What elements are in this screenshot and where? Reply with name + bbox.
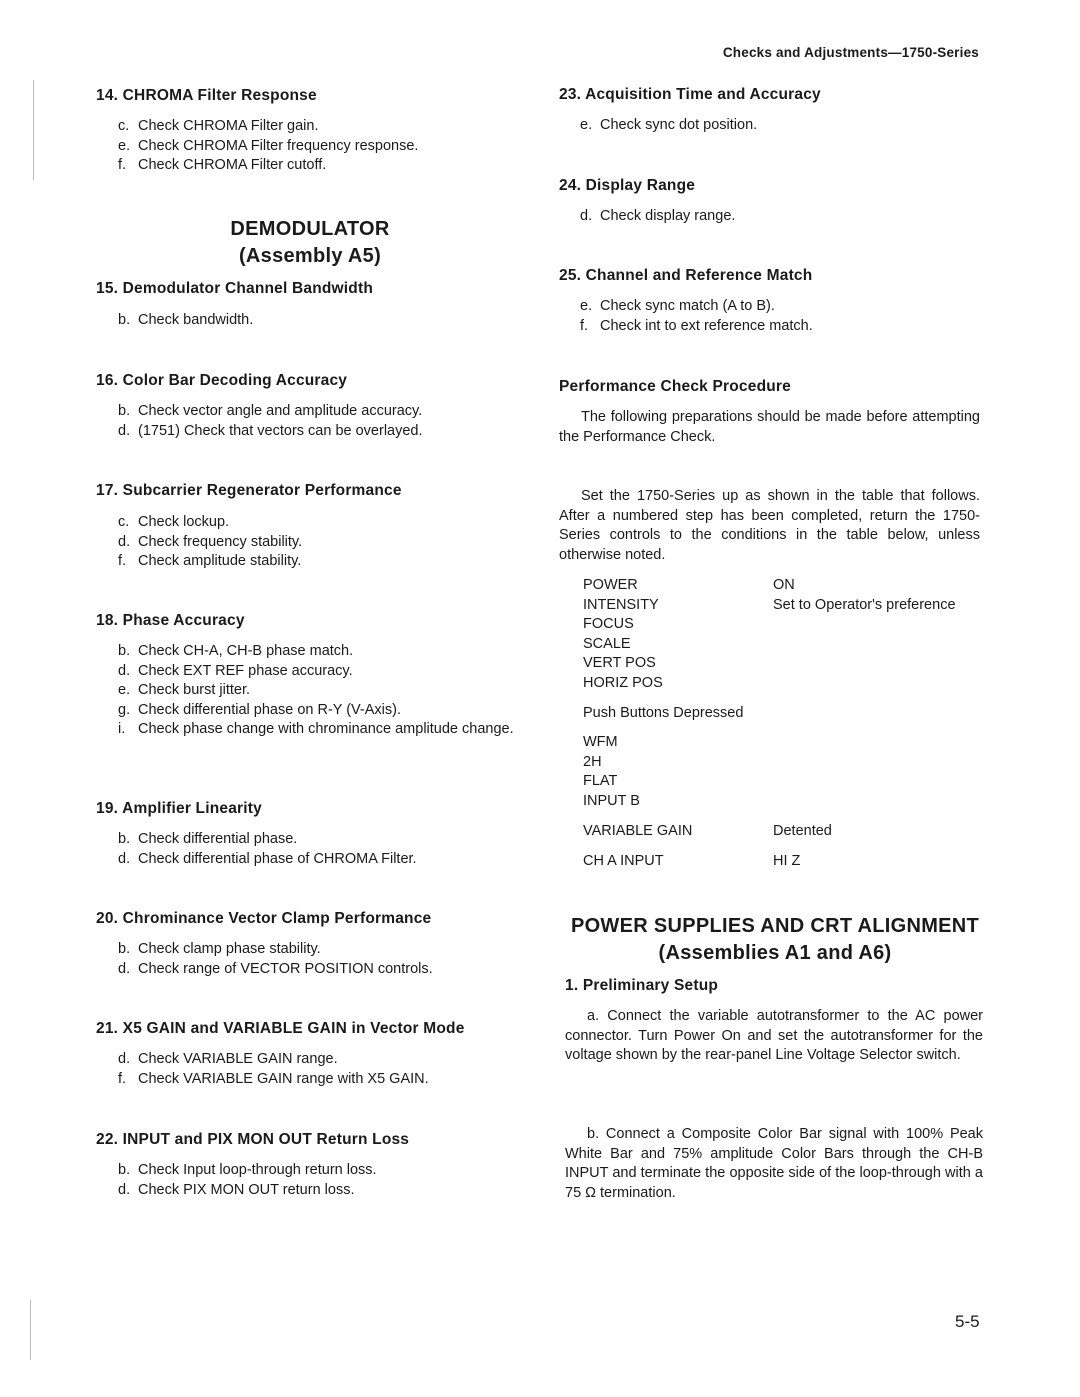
list-item: d. Check VARIABLE GAIN range.	[118, 1051, 338, 1067]
list-item: b. Check Input loop-through return loss.	[118, 1162, 377, 1178]
push-buttons-label: Push Buttons Depressed	[583, 705, 744, 721]
list-item: e. Check sync match (A to B).	[580, 298, 775, 314]
list-item: e. Check sync dot position.	[580, 117, 758, 133]
push-buttons-list	[583, 733, 640, 811]
performance-para-2: Set the 1750-Series up as shown in the table that follows. After a numbered step has been completed, return the 1750-Series controls to the conditions in the table below, unless otherwise noted.	[559, 488, 980, 563]
running-header: Checks and Adjustments—1750-Series	[722, 45, 979, 60]
table-row: CH A INPUT HI Z	[583, 852, 801, 869]
list-item: e. Check CHROMA Filter frequency response.	[118, 137, 419, 154]
list-item: e. Check burst jitter.	[118, 682, 251, 699]
table-row: VARIABLE GAIN Detented	[583, 823, 832, 839]
performance-check-heading: Performance Check Procedure	[559, 378, 791, 395]
section-items-24	[580, 207, 980, 227]
section-items-14	[118, 117, 518, 176]
section-heading-18: 18. Phase Accuracy	[96, 612, 245, 629]
list-item: f. Check VARIABLE GAIN range with X5 GAIN.	[118, 1070, 429, 1087]
demodulator-title	[200, 216, 420, 270]
table-row: INTENSITY Set to Operator's preference	[583, 596, 956, 613]
section-items-17	[118, 513, 518, 572]
section-items-18	[118, 642, 523, 740]
list-item: c. Check lockup.	[118, 514, 230, 530]
demodulator-title-sub: (Assembly A5)	[238, 245, 382, 267]
section-heading-17: 17. Subcarrier Regenerator Performance	[96, 482, 402, 499]
preliminary-setup-para-a: a. Connect the variable autotransformer to the AC power connector. Turn Power On and set the autotransformer for the voltage shown by the rear-panel Line Voltage Selector switch.	[565, 1008, 983, 1064]
page-number: 5-5	[955, 1312, 980, 1331]
list-item: b. Check vector angle and amplitude accuracy.	[118, 403, 423, 419]
section-items-22	[118, 1161, 518, 1200]
list-item: b. Check differential phase.	[118, 831, 298, 847]
scan-mark-top	[33, 80, 34, 180]
section-items-23	[580, 116, 980, 136]
table-row: SCALE	[583, 635, 631, 652]
list-item: i. Check phase change with chrominance amplitude change.	[118, 721, 514, 738]
section-items-16	[118, 402, 518, 441]
table-row: HORIZ POS	[583, 674, 663, 691]
control-settings-table-2	[583, 822, 983, 871]
section-heading-16: 16. Color Bar Decoding Accuracy	[96, 372, 348, 389]
table-row: POWER ON	[583, 577, 795, 593]
table-row: FOCUS	[583, 616, 634, 633]
power-supplies-title-sub: (Assemblies A1 and A6)	[658, 942, 892, 964]
section-heading-23: 23. Acquisition Time and Accuracy	[559, 86, 821, 103]
list-item: d. Check EXT REF phase accuracy.	[118, 662, 353, 679]
section-heading-24: 24. Display Range	[559, 177, 696, 194]
list-item: f. Check amplitude stability.	[118, 553, 302, 570]
list-item: f. Check int to ext reference match.	[580, 317, 813, 334]
list-item: d. Check PIX MON OUT return loss.	[118, 1181, 355, 1198]
list-item: FLAT	[583, 773, 618, 790]
section-heading-15: 15. Demodulator Channel Bandwidth	[96, 280, 374, 297]
power-supplies-title-main: POWER SUPPLIES AND CRT ALIGNMENT	[570, 915, 980, 937]
list-item: d. (1751) Check that vectors can be overlayed.	[118, 422, 423, 439]
list-item: 2H	[583, 753, 602, 770]
list-item: b. Check bandwidth.	[118, 312, 254, 328]
list-item: d. Check range of VECTOR POSITION controls.	[118, 960, 433, 977]
section-heading-20: 20. Chrominance Vector Clamp Performance	[96, 910, 432, 927]
list-item: b. Check CH-A, CH-B phase match.	[118, 643, 354, 659]
list-item: c. Check CHROMA Filter gain.	[118, 118, 319, 134]
section-items-15	[118, 311, 518, 331]
section-items-19	[118, 830, 518, 869]
section-heading-21: 21. X5 GAIN and VARIABLE GAIN in Vector Mode	[96, 1020, 465, 1037]
section-items-20	[118, 940, 518, 979]
power-supplies-title	[555, 913, 995, 967]
list-item: d. Check display range.	[580, 208, 736, 224]
list-item: f. Check CHROMA Filter cutoff.	[118, 157, 327, 174]
preliminary-setup-para-b: b. Connect a Composite Color Bar signal with 100% Peak White Bar and 75% amplitude Color Bars through the CH-B INPUT and terminate the opposite side of the loop-through with a 75 Ω termination.	[565, 1126, 983, 1201]
demodulator-title-main: DEMODULATOR	[230, 218, 390, 240]
list-item: g. Check differential phase on R-Y (V-Axis).	[118, 701, 402, 718]
section-items-25	[580, 297, 980, 336]
scan-mark-bottom	[30, 1300, 31, 1360]
table-row: VERT POS	[583, 655, 656, 672]
list-item: d. Check frequency stability.	[118, 533, 303, 550]
list-item: b. Check clamp phase stability.	[118, 941, 321, 957]
preliminary-setup-heading: 1. Preliminary Setup	[565, 977, 719, 994]
performance-para-1: The following preparations should be made before attempting the Performance Check.	[559, 409, 980, 445]
section-heading-19: 19. Amplifier Linearity	[96, 800, 262, 817]
section-heading-14: 14. CHROMA Filter Response	[96, 87, 317, 104]
section-heading-22: 22. INPUT and PIX MON OUT Return Loss	[96, 1131, 410, 1148]
section-items-21	[118, 1050, 518, 1089]
control-settings-table	[583, 576, 983, 694]
list-item: WFM	[583, 734, 618, 750]
list-item: INPUT B	[583, 792, 640, 809]
section-heading-25: 25. Channel and Reference Match	[559, 267, 813, 284]
list-item: d. Check differential phase of CHROMA Filter.	[118, 850, 417, 867]
